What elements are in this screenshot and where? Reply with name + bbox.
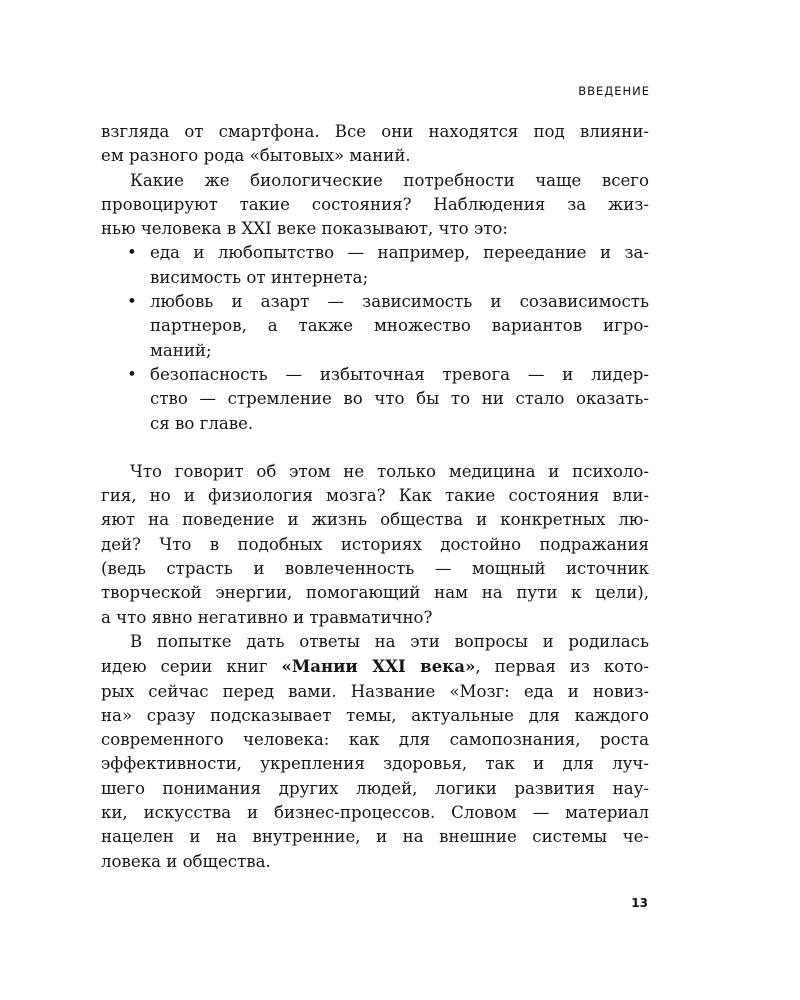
running-header: ВВЕДЕНИЕ — [578, 84, 650, 98]
list-item-text: безопасность — избыточная тревога — и лидер- — [150, 364, 649, 384]
text-line: на» сразу подсказывает темы, актуальные для каждого — [101, 705, 649, 725]
text-line: Какие же биологические потребности чаще всего — [130, 170, 649, 190]
text-line: ство — стремление во что бы то ни стало оказать- — [150, 389, 649, 409]
paragraph — [101, 169, 649, 242]
text-line: нацелен и на внутренние, и на внешние системы че- — [101, 827, 649, 847]
text-line: маний; — [150, 340, 212, 360]
text-line: шего понимания других людей, логики развития нау- — [101, 778, 649, 798]
text-line: висимость от интернета; — [150, 267, 369, 287]
page-body — [101, 120, 649, 874]
paragraph-continuation — [101, 120, 649, 169]
list-item — [101, 363, 649, 436]
paragraph — [101, 460, 649, 630]
list-item — [101, 241, 649, 290]
bullet-icon: • — [127, 243, 137, 263]
text-fragment: идею серии книг — [101, 657, 282, 677]
text-line: ся во главе. — [150, 413, 254, 433]
text-line: взгляда от смартфона. Все они находятся под влияни- — [101, 122, 649, 141]
bullet-icon: • — [127, 364, 137, 384]
bullet-list — [101, 241, 649, 435]
book-series-title: «Мании XXI века» — [281, 656, 476, 677]
text-line — [101, 363, 649, 387]
page-number: 13 — [631, 896, 648, 910]
section-gap — [101, 436, 649, 460]
text-fragment: , первая из кото- — [475, 657, 649, 677]
list-item-text: еда и любопытство — например, переедание и за- — [150, 243, 649, 263]
text-line: партнеров, а также множество вариантов игро- — [150, 316, 649, 336]
text-line: ловека и общества. — [101, 851, 271, 871]
text-line: эффективности, укрепления здоровья, так и для луч- — [101, 754, 649, 774]
list-item — [101, 290, 649, 363]
text-line: дей? Что в подобных историях достойно подражания — [101, 534, 649, 554]
text-line — [101, 654, 649, 679]
text-line: Что говорит об этом не только медицина и психоло- — [130, 461, 649, 481]
text-line: яют на поведение и жизнь общества и конкретных лю- — [101, 510, 649, 530]
text-line: а что явно негативно и травматично? — [101, 607, 433, 627]
bullet-icon: • — [127, 292, 137, 312]
text-line: творческой энергии, помогающий нам на пути к цели), — [101, 583, 649, 603]
paragraph — [101, 630, 649, 874]
text-line: В попытке дать ответы на эти вопросы и родилась — [130, 631, 649, 651]
text-line: ки, искусства и бизнес-процессов. Словом — материал — [101, 803, 649, 823]
text-line — [101, 290, 649, 314]
text-line — [101, 241, 649, 265]
text-line: провоцируют такие состояния? Наблюдения за жиз- — [101, 194, 649, 214]
text-line: нью человека в XXI веке показывают, что это: — [101, 219, 508, 239]
list-item-text: любовь и азарт — зависимость и созависимость — [150, 292, 649, 312]
text-line: ем разного рода «бытовых» маний. — [101, 146, 411, 166]
text-line: современного человека: как для самопознания, роста — [101, 730, 649, 750]
text-line: рых сейчас перед вами. Название «Мозг: еда и новиз- — [101, 681, 649, 701]
text-line: (ведь страсть и вовлеченность — мощный источник — [101, 559, 649, 579]
text-line: гия, но и физиология мозга? Как такие состояния вли- — [101, 486, 649, 506]
